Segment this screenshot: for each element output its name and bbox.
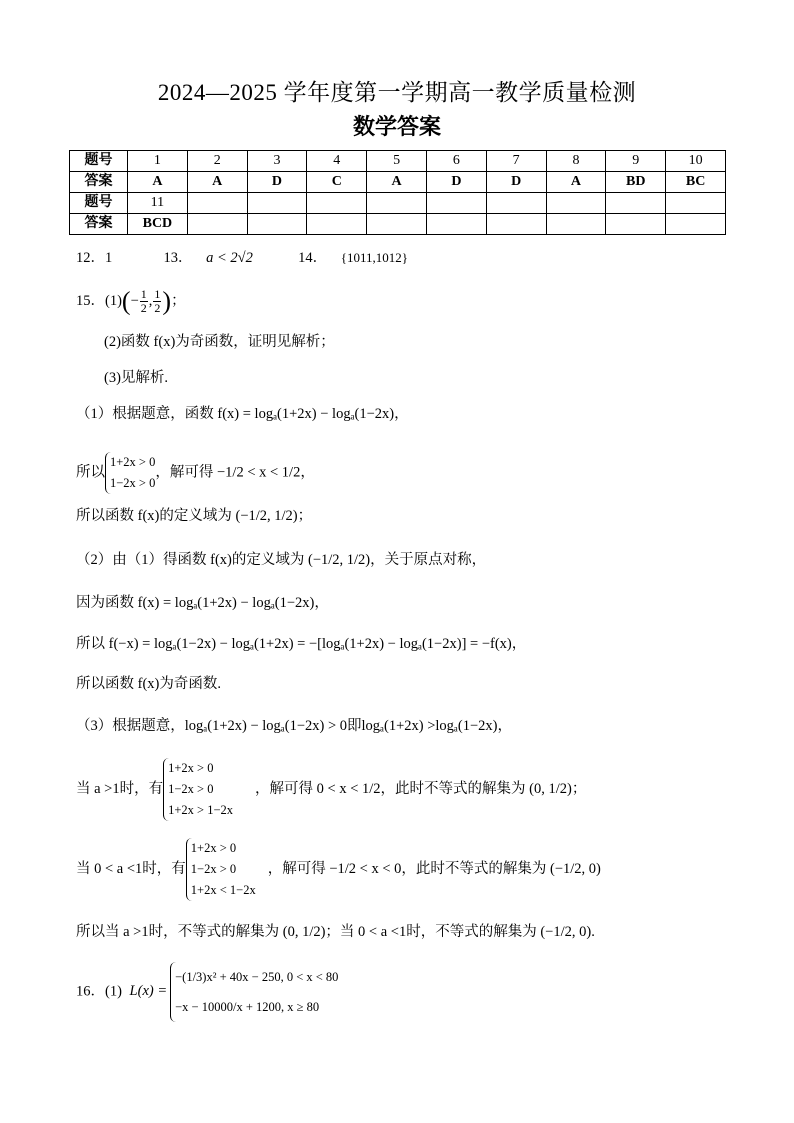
table-cell [426, 214, 486, 235]
q15-part1-answer: 15．(1)(− $\frac{1}{2}$ , $\frac{1}{2}$ )； [76, 286, 186, 316]
table-cell [666, 214, 726, 235]
table-cell [247, 214, 307, 235]
table-cell [367, 214, 427, 235]
table-row [70, 172, 726, 193]
q15-step-5: 因为函数 f(x) = logₐ(1+2x) − logₐ(1−2x)， [76, 595, 329, 611]
answer-13: a < 2√2 [206, 250, 253, 266]
table-cell: D [486, 172, 546, 193]
table-cell [187, 214, 247, 235]
table-cell [486, 193, 546, 214]
q15-step-2: 所以 1+2x > 0 1−2x > 0 ，解可得 −1/2 < x < 1/2， [76, 452, 315, 494]
system-line: −x − 10000/x + 1200, x ≥ 80 [175, 1000, 320, 1014]
system-line: 1+2x > 0 [168, 761, 214, 775]
table-cell: 3 [247, 151, 307, 172]
q15-part3-answer: (3)见解析. [104, 370, 169, 386]
row-header: 答案 [70, 214, 128, 235]
table-cell [247, 193, 307, 214]
table-cell [546, 193, 606, 214]
table-cell [426, 193, 486, 214]
table-cell [606, 193, 666, 214]
q15-step-10: 当 0 < a <1时，有 1+2x > 0 1−2x > 0 1+2x < 1−2x ，解可得 −1/2 < x < 0，此时不等式的解集为 (−1/2, 0) [76, 838, 601, 901]
system-line: 1+2x > 0 [110, 455, 156, 469]
system-line: 1−2x > 0 [190, 862, 237, 876]
table-cell: 11 [128, 193, 188, 214]
table-cell: C [307, 172, 367, 193]
answer-14: {1011,1012} [340, 250, 408, 265]
table-row [70, 151, 726, 172]
q15-step-8: （3）根据题意，logₐ(1+2x) − logₐ(1−2x) > 0即logₐ(1+2x) >logₐ(1−2x)， [76, 718, 512, 734]
table-row [70, 193, 726, 214]
table-cell [666, 193, 726, 214]
q15-step-3: 所以函数 f(x)的定义域为 (−1/2, 1/2)； [76, 508, 313, 524]
system-line: 1−2x > 0 [110, 476, 156, 490]
q16-part1: 16．(1) L(x) = −(1/3)x² + 40x − 250, 0 < x < 80 −x − 10000/x + 1200, x ≥ 80 [76, 962, 338, 1022]
table-cell [486, 214, 546, 235]
answer-table [69, 150, 726, 235]
table-cell: 6 [426, 151, 486, 172]
inequality-system [163, 758, 233, 821]
q15-step-9: 当 a >1时，有 1+2x > 0 1−2x > 0 1+2x > 1−2x ，解可得 0 < x < 1/2，此时不等式的解集为 (0, 1/2)； [76, 758, 586, 821]
table-row [70, 214, 726, 235]
inequality-system [105, 452, 155, 494]
system-line: −(1/3)x² + 40x − 250, 0 < x < 80 [175, 970, 339, 984]
page-title: 2024—2025 学年度第一学期高一教学质量检测 [157, 80, 637, 105]
row-header: 答案 [70, 172, 128, 193]
table-cell [307, 214, 367, 235]
table-cell: A [128, 172, 188, 193]
table-cell: 5 [367, 151, 427, 172]
answer-12: 12．1 13． a < 2√2 14． {1011,1012} [76, 250, 408, 266]
row-header: 题号 [70, 193, 128, 214]
table-cell: 1 [128, 151, 188, 172]
table-cell: 10 [666, 151, 726, 172]
table-cell: A [546, 172, 606, 193]
table-cell: 4 [307, 151, 367, 172]
table-cell: BCD [128, 214, 188, 235]
piecewise-function [170, 962, 338, 1022]
table-cell [606, 214, 666, 235]
table-cell: 8 [546, 151, 606, 172]
table-cell: 2 [187, 151, 247, 172]
table-cell [307, 193, 367, 214]
q15-step-4: （2）由（1）得函数 f(x)的定义域为 (−1/2, 1/2)，关于原点对称， [76, 552, 487, 568]
table-cell: 9 [606, 151, 666, 172]
table-cell: A [367, 172, 427, 193]
table-cell: A [187, 172, 247, 193]
table-cell: 7 [486, 151, 546, 172]
q15-step-1: （1）根据题意，函数 f(x) = logₐ(1+2x) − logₐ(1−2x)， [76, 406, 409, 422]
table-cell: BC [666, 172, 726, 193]
table-cell: D [426, 172, 486, 193]
system-line: 1+2x > 0 [190, 841, 237, 855]
system-line: 1+2x < 1−2x [190, 883, 256, 897]
q15-conclusion: 所以当 a >1时，不等式的解集为 (0, 1/2)；当 0 < a <1时，不等式的解集为 (−1/2, 0). [76, 924, 595, 940]
row-header: 题号 [70, 151, 128, 172]
q15-step-7: 所以函数 f(x)为奇函数. [76, 676, 221, 692]
page-subtitle: 数学答案 [352, 114, 441, 139]
table-cell [367, 193, 427, 214]
table-cell [546, 214, 606, 235]
system-line: 1+2x > 1−2x [168, 803, 234, 817]
table-cell: D [247, 172, 307, 193]
inequality-system [186, 838, 256, 901]
table-cell: BD [606, 172, 666, 193]
q15-part2-answer: (2)函数 f(x)为奇函数，证明见解析； [104, 334, 335, 350]
table-cell [187, 193, 247, 214]
system-line: 1−2x > 0 [168, 782, 214, 796]
q15-step-6: 所以 f(−x) = logₐ(1−2x) − logₐ(1+2x) = −[logₐ(1+2x) − logₐ(1−2x)] = −f(x)， [76, 636, 527, 652]
